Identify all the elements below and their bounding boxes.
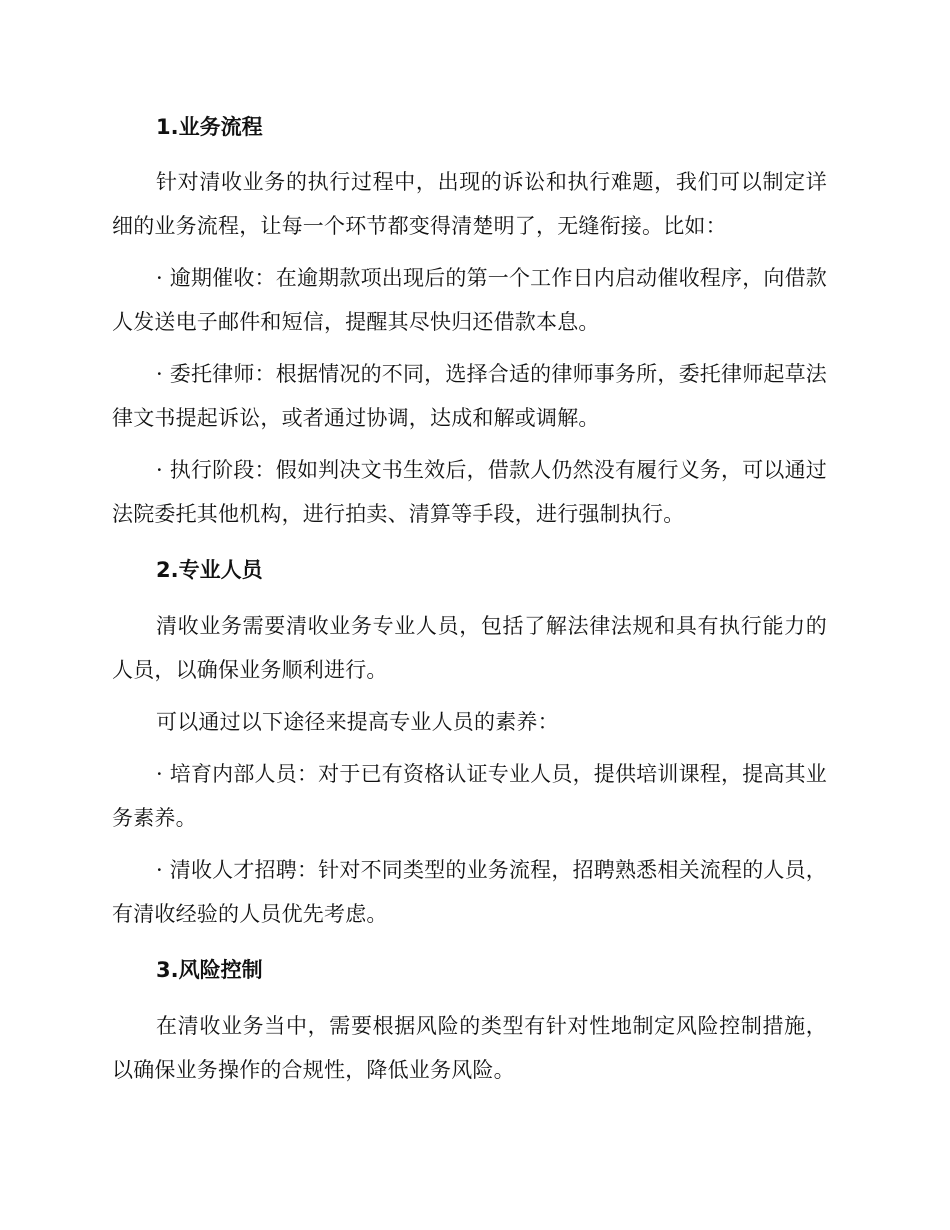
paragraph-staff-ways: 可以通过以下途径来提高专业人员的素养： [156, 710, 559, 734]
section-heading-professional-staff: 2.专业人员 [156, 558, 263, 582]
paragraph-risk-control: 在清收业务当中，需要根据风险的类型有针对性地制定风险控制措施，以确保业务操作的合规性，降低业务风险。 [112, 1014, 827, 1082]
bullet-execution-stage: · 执行阶段：假如判决文书生效后，借款人仍然没有履行义务，可以通过法院委托其他机构，进行拍卖、清算等手段，进行强制执行。 [112, 458, 827, 526]
section-heading-risk-control: 3.风险控制 [156, 958, 263, 982]
bullet-entrust-lawyer: · 委托律师：根据情况的不同，选择合适的律师事务所，委托律师起草法律文书提起诉讼，或者通过协调，达成和解或调解。 [112, 362, 827, 430]
section-heading-business-process: 1.业务流程 [156, 115, 263, 139]
paragraph-staff-intro: 清收业务需要清收业务专业人员，包括了解法律法规和具有执行能力的人员，以确保业务顺利进行。 [112, 614, 827, 682]
bullet-train-internal: · 培育内部人员：对于已有资格认证专业人员，提供培训课程，提高其业务素养。 [112, 762, 827, 830]
bullet-recruit-talent: · 清收人才招聘：针对不同类型的业务流程，招聘熟悉相关流程的人员，有清收经验的人员优先考虑。 [112, 858, 827, 926]
bullet-overdue-collection: · 逾期催收：在逾期款项出现后的第一个工作日内启动催收程序，向借款人发送电子邮件和短信，提醒其尽快归还借款本息。 [112, 266, 827, 334]
paragraph-process-intro: 针对清收业务的执行过程中，出现的诉讼和执行难题，我们可以制定详细的业务流程，让每一个环节都变得清楚明了，无缝衔接。比如： [112, 170, 827, 238]
